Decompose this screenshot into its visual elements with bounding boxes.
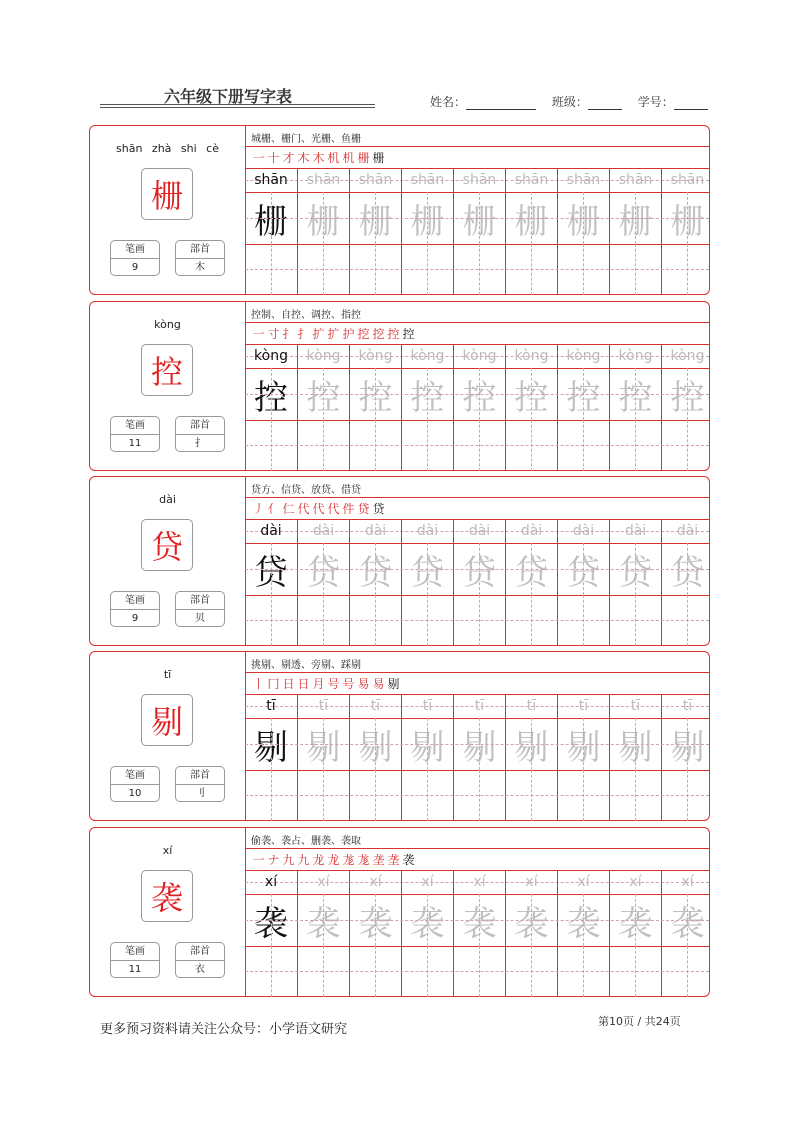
character-cell[interactable]: 贷	[557, 543, 609, 595]
pinyin-cell[interactable]: shān	[297, 168, 349, 192]
radical-label: 部首	[176, 767, 224, 785]
pinyin-cell[interactable]: kòng	[661, 344, 713, 368]
character-cell[interactable]: 袭	[661, 894, 713, 946]
practice-area	[245, 302, 709, 470]
character-card	[89, 827, 710, 997]
grid-guide	[245, 218, 709, 219]
character-cell[interactable]: 控	[349, 368, 401, 420]
stroke-step: 代	[297, 502, 310, 516]
stroke-step: 日	[282, 677, 295, 691]
character-cell[interactable]: 贷	[609, 543, 661, 595]
stroke-step: 栅	[372, 151, 385, 165]
character-cell[interactable]: 控	[453, 368, 505, 420]
stroke-step: ナ	[267, 853, 280, 867]
pinyin-cell[interactable]: shān	[557, 168, 609, 192]
pinyin-cell[interactable]: tī	[505, 694, 557, 718]
pinyin-cell[interactable]: tī	[609, 694, 661, 718]
main-character: 袭	[141, 870, 193, 922]
practice-area	[245, 828, 709, 996]
character-cell[interactable]: 剔	[401, 718, 453, 770]
character-pinyin: shān zhà shi cè	[116, 142, 219, 155]
grid-guide	[245, 971, 709, 972]
pinyin-cell[interactable]: dài	[609, 519, 661, 543]
main-character: 剔	[141, 694, 193, 746]
pinyin-cell[interactable]: xí	[349, 870, 401, 894]
character-cell[interactable]: 剔	[661, 718, 713, 770]
pinyin-cell[interactable]: kòng	[609, 344, 661, 368]
stroke-step: 尨	[357, 853, 370, 867]
stroke-step: 号	[327, 677, 340, 691]
example-words: 挑剔、剔透、旁剔、踩剔	[251, 660, 361, 671]
stroke-count-box	[110, 416, 160, 452]
stroke-step: 代	[312, 502, 325, 516]
stroke-step: 垄	[387, 853, 400, 867]
stroke-count-label: 笔画	[111, 241, 159, 259]
stroke-step: 挖	[372, 327, 385, 341]
stroke-step: 九	[297, 853, 310, 867]
stroke-count-box	[110, 942, 160, 978]
character-cell[interactable]: 栅	[349, 192, 401, 244]
character-cell[interactable]: 剔	[557, 718, 609, 770]
stroke-step: 护	[342, 327, 355, 341]
character-cell[interactable]: 栅	[609, 192, 661, 244]
stroke-order	[251, 150, 386, 166]
character-cell[interactable]: 袭	[609, 894, 661, 946]
character-cell[interactable]: 袭	[297, 894, 349, 946]
stroke-step: 一	[252, 151, 265, 165]
practice-area	[245, 652, 709, 820]
character-cell[interactable]: 贷	[297, 543, 349, 595]
radical-label: 部首	[176, 943, 224, 961]
pinyin-cell: xí	[264, 874, 278, 890]
stroke-count-value: 11	[128, 438, 142, 449]
grid-guide	[245, 795, 709, 796]
character-cell[interactable]: 控	[557, 368, 609, 420]
stroke-step: 扌	[282, 327, 295, 341]
stroke-step: 冂	[267, 677, 280, 691]
stroke-count-label: 笔画	[111, 767, 159, 785]
pinyin-cell: shān	[254, 172, 288, 188]
radical-box	[175, 591, 225, 627]
character-cell[interactable]: 控	[661, 368, 713, 420]
pinyin-cell[interactable]: xí	[401, 870, 453, 894]
radical-box	[175, 416, 225, 452]
class-blank[interactable]	[588, 97, 622, 110]
radical-value: 扌	[195, 438, 205, 449]
character-cell[interactable]: 贷	[505, 543, 557, 595]
stroke-step: 垄	[372, 853, 385, 867]
footer-note: 更多预习资料请关注公众号：小学语文研究	[100, 1022, 348, 1037]
stroke-step: 袭	[402, 853, 415, 867]
pinyin-cell[interactable]: tī	[401, 694, 453, 718]
stroke-order	[251, 852, 416, 868]
pinyin-cell[interactable]: dài	[297, 519, 349, 543]
stroke-step: 代	[327, 502, 340, 516]
character-pinyin: kòng	[154, 318, 181, 331]
character-card	[89, 651, 710, 821]
stroke-step: 木	[297, 151, 310, 165]
character-cell[interactable]: 剔	[505, 718, 557, 770]
stroke-count-value: 11	[128, 964, 142, 975]
stroke-step: 控	[402, 327, 415, 341]
pinyin-cell[interactable]: shān	[349, 168, 401, 192]
radical-value: 刂	[195, 788, 205, 799]
radical-value: 衣	[195, 964, 205, 975]
grid-guide	[245, 269, 709, 270]
stroke-step: 寸	[267, 327, 280, 341]
stroke-count-label: 笔画	[111, 943, 159, 961]
character-cell: 控	[254, 377, 288, 418]
character-cell[interactable]: 栅	[661, 192, 713, 244]
pinyin-cell[interactable]: dài	[505, 519, 557, 543]
stroke-count-box	[110, 766, 160, 802]
pinyin-cell[interactable]: shān	[609, 168, 661, 192]
stroke-step: 仁	[282, 502, 295, 516]
stroke-count-value: 10	[128, 788, 142, 799]
pinyin-cell[interactable]: kòng	[505, 344, 557, 368]
stroke-count-box	[110, 240, 160, 276]
character-cell[interactable]: 贷	[349, 543, 401, 595]
character-cell[interactable]: 控	[609, 368, 661, 420]
rule-line	[245, 672, 709, 673]
character-cell: 栅	[254, 201, 288, 242]
pinyin-cell[interactable]: xí	[453, 870, 505, 894]
stroke-order	[251, 326, 416, 342]
pinyin-cell: kòng	[254, 348, 288, 364]
radical-label: 部首	[176, 592, 224, 610]
radical-box	[175, 240, 225, 276]
character-cell[interactable]: 栅	[505, 192, 557, 244]
character-pinyin: xí	[162, 844, 173, 857]
stroke-step: 一	[252, 327, 265, 341]
character-cell[interactable]: 栅	[557, 192, 609, 244]
grid-guide	[245, 744, 709, 745]
radical-value: 木	[195, 262, 205, 273]
pinyin-cell[interactable]: xí	[297, 870, 349, 894]
stroke-step: 龙	[312, 853, 325, 867]
character-cell[interactable]: 袭	[453, 894, 505, 946]
pinyin-cell[interactable]: dài	[453, 519, 505, 543]
student-info-fields	[430, 93, 708, 110]
rule-line	[245, 146, 709, 147]
stroke-step: 亻	[267, 502, 280, 516]
practice-area	[245, 477, 709, 645]
rule-line	[245, 848, 709, 849]
character-cell[interactable]: 贷	[661, 543, 713, 595]
stroke-step: 丿	[252, 502, 265, 516]
character-cell[interactable]: 控	[401, 368, 453, 420]
pinyin-cell[interactable]: tī	[453, 694, 505, 718]
pinyin-cell[interactable]: xí	[661, 870, 713, 894]
stroke-step: 机	[327, 151, 340, 165]
character-cell[interactable]: 剔	[349, 718, 401, 770]
stroke-count-box	[110, 591, 160, 627]
character-cell[interactable]: 袭	[349, 894, 401, 946]
character-card	[89, 301, 710, 471]
pinyin-cell[interactable]: shān	[401, 168, 453, 192]
pinyin-cell: tī	[266, 698, 276, 714]
character-cell[interactable]: 剔	[609, 718, 661, 770]
character-info-panel	[90, 652, 246, 820]
example-words: 偷袭、袭占、删袭、袭取	[251, 836, 361, 847]
character-info-panel	[90, 477, 246, 645]
radical-value: 贝	[195, 613, 205, 624]
pinyin-cell[interactable]: shān	[505, 168, 557, 192]
stroke-count-label: 笔画	[111, 592, 159, 610]
stroke-count-label: 笔画	[111, 417, 159, 435]
pinyin-cell[interactable]: dài	[349, 519, 401, 543]
stroke-step: 件	[342, 502, 355, 516]
character-cell[interactable]: 栅	[453, 192, 505, 244]
stroke-order	[251, 501, 386, 517]
character-cell[interactable]: 栅	[401, 192, 453, 244]
character-cell[interactable]: 控	[297, 368, 349, 420]
page-title: 六年级下册写字表	[164, 87, 293, 106]
radical-label: 部首	[176, 241, 224, 259]
stroke-step: 九	[282, 853, 295, 867]
stroke-step: 栅	[357, 151, 370, 165]
stroke-count-value: 9	[131, 262, 139, 273]
stroke-step: 挖	[357, 327, 370, 341]
radical-box	[175, 942, 225, 978]
character-cell[interactable]: 控	[505, 368, 557, 420]
radical-box	[175, 766, 225, 802]
stroke-step: 易	[357, 677, 370, 691]
character-cell[interactable]: 剔	[297, 718, 349, 770]
rule-line	[245, 322, 709, 323]
name-blank[interactable]	[466, 97, 536, 110]
stroke-step: 丨	[252, 677, 265, 691]
character-cell[interactable]: 剔	[453, 718, 505, 770]
stroke-step: 扩	[312, 327, 325, 341]
character-cell: 贷	[254, 552, 288, 593]
character-cell[interactable]: 袭	[401, 894, 453, 946]
pinyin-cell[interactable]: kòng	[557, 344, 609, 368]
pinyin-cell[interactable]: kòng	[453, 344, 505, 368]
stroke-step: 尨	[342, 853, 355, 867]
stroke-step: 日	[297, 677, 310, 691]
pinyin-cell[interactable]: xí	[609, 870, 661, 894]
stroke-step: 扌	[297, 327, 310, 341]
stroke-step: 月	[312, 677, 325, 691]
character-pinyin: dài	[159, 493, 176, 506]
pinyin-cell[interactable]: dài	[557, 519, 609, 543]
pinyin-cell[interactable]: tī	[349, 694, 401, 718]
stroke-step: 十	[267, 151, 280, 165]
practice-area	[245, 126, 709, 294]
student-number-blank[interactable]	[674, 97, 708, 110]
pinyin-cell[interactable]: dài	[401, 519, 453, 543]
pinyin-cell[interactable]: xí	[505, 870, 557, 894]
stroke-step: 贷	[372, 502, 385, 516]
example-words: 城栅、栅门、光栅、鱼栅	[251, 134, 361, 145]
character-cell[interactable]: 贷	[453, 543, 505, 595]
rule-line	[245, 497, 709, 498]
character-cell: 袭	[254, 903, 288, 944]
stroke-step: 机	[342, 151, 355, 165]
character-info-panel	[90, 126, 246, 294]
example-words: 贷方、信贷、放贷、借贷	[251, 485, 361, 496]
character-cell: 剔	[254, 727, 288, 768]
stroke-step: 易	[372, 677, 385, 691]
character-cell[interactable]: 袭	[505, 894, 557, 946]
stroke-step: 剔	[387, 677, 400, 691]
page-number: 第10页 / 共24页	[598, 1015, 681, 1028]
character-pinyin: tī	[163, 668, 172, 681]
character-card	[89, 476, 710, 646]
character-cell[interactable]: 贷	[401, 543, 453, 595]
character-cell[interactable]: 袭	[557, 894, 609, 946]
pinyin-cell: dài	[260, 523, 282, 539]
pinyin-cell[interactable]: shān	[453, 168, 505, 192]
stroke-step: 号	[342, 677, 355, 691]
grid-guide	[245, 620, 709, 621]
character-info-panel	[90, 302, 246, 470]
example-words: 控制、自控、调控、指控	[251, 310, 361, 321]
stroke-step: 控	[387, 327, 400, 341]
stroke-count-value: 9	[131, 613, 139, 624]
student-number-label: 学号：	[637, 95, 674, 109]
stroke-step: 木	[312, 151, 325, 165]
stroke-step: 贷	[357, 502, 370, 516]
grid-guide	[245, 920, 709, 921]
pinyin-cell[interactable]: tī	[557, 694, 609, 718]
class-label: 班级：	[551, 95, 588, 109]
stroke-step: 一	[252, 853, 265, 867]
name-label: 姓名：	[430, 95, 467, 109]
main-character: 控	[141, 344, 193, 396]
grid-guide	[245, 569, 709, 570]
stroke-step: 龙	[327, 853, 340, 867]
stroke-step: 才	[282, 151, 295, 165]
stroke-step: 扩	[327, 327, 340, 341]
grid-guide	[245, 445, 709, 446]
pinyin-cell[interactable]: kòng	[297, 344, 349, 368]
character-info-panel	[90, 828, 246, 996]
main-character: 贷	[141, 519, 193, 571]
pinyin-cell[interactable]: tī	[297, 694, 349, 718]
pinyin-cell[interactable]: kòng	[349, 344, 401, 368]
stroke-order	[251, 676, 401, 692]
character-cell[interactable]: 栅	[297, 192, 349, 244]
radical-label: 部首	[176, 417, 224, 435]
pinyin-cell[interactable]: tī	[661, 694, 713, 718]
grid-guide	[245, 394, 709, 395]
pinyin-cell[interactable]: dài	[661, 519, 713, 543]
character-card	[89, 125, 710, 295]
pinyin-cell[interactable]: kòng	[401, 344, 453, 368]
pinyin-cell[interactable]: shān	[661, 168, 713, 192]
pinyin-cell[interactable]: xí	[557, 870, 609, 894]
main-character: 栅	[141, 168, 193, 220]
title-underline	[100, 104, 375, 108]
